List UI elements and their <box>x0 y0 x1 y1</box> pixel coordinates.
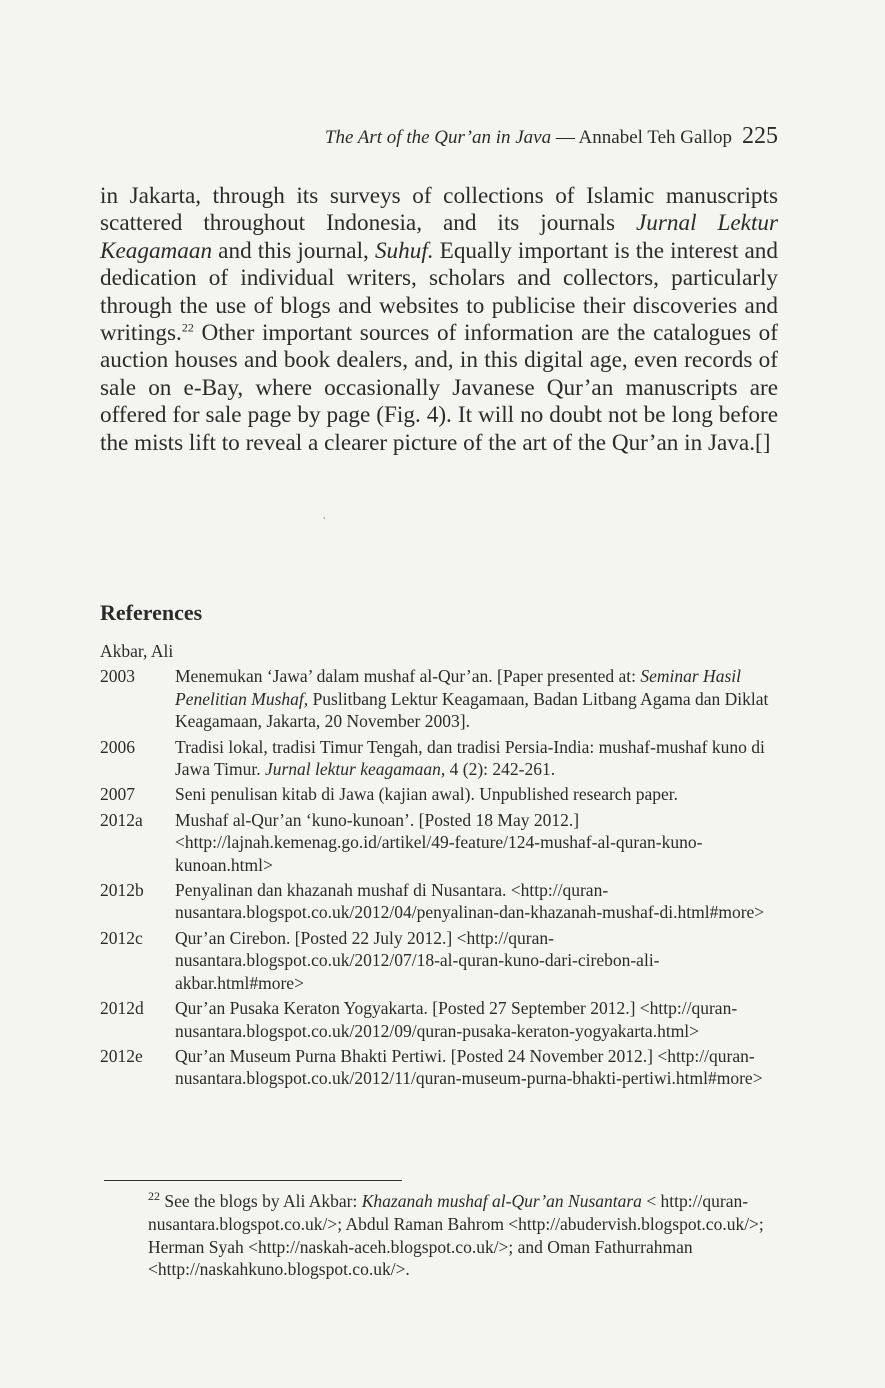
reference-entry <box>100 927 784 994</box>
reference-entry <box>100 736 784 781</box>
reference-text[interactable] <box>175 665 784 732</box>
body-text-3: Equally important is the interest and dedication of individual writers, scholars and collectors, particularly through the use of blogs and websites to publicise their discoveries and writings. <box>100 237 778 347</box>
reference-text[interactable] <box>175 736 784 781</box>
footnote-marker[interactable]: 22 <box>181 320 194 335</box>
reference-year: 2006 <box>100 736 135 757</box>
reference-text[interactable] <box>175 927 784 994</box>
body-paragraph <box>100 183 778 457</box>
body-text-4: Other important sources of information are the catalogues of auction houses and book dealers, and, in this digital age, even records of sale on e-Bay, where occasionally Javanese Qur’an manuscripts are offered for sale page by page (Fig. 4). It will no doubt not be long before the mists lift to reveal a clearer picture of the art of the Qur’an in Java.[] <box>100 320 778 456</box>
reference-entry <box>100 1045 784 1090</box>
reference-text-tail: Puslitbang Lektur Keagamaan, Badan Litbang Agama dan Diklat Keagamaan, Jakarta, 20 November 2003]. <box>175 688 769 732</box>
reference-entry <box>100 783 784 805</box>
reference-text-main: Qur’an Cirebon. [Posted 22 July 2012.] <http://quran-nusantara.blogspot.co.uk/2012/07/18-al-quran-kuno-dari-cirebon-ali-akbar.html#more> <box>175 927 660 993</box>
footnote-number: 22 <box>148 1189 160 1204</box>
reference-text-italic: Jurnal lektur keagamaan, <box>264 759 446 780</box>
reference-entry <box>100 665 784 732</box>
reference-year: 2007 <box>100 784 135 805</box>
reference-text-main: Seni penulisan kitab di Jawa (kajian awal). Unpublished research paper. <box>175 784 678 805</box>
reference-year: 2012e <box>100 1045 143 1066</box>
reference-text[interactable] <box>175 783 784 805</box>
reference-entry <box>100 879 784 924</box>
reference-entry <box>100 809 784 876</box>
header-author: Annabel Teh Gallop <box>578 127 732 148</box>
footnote-rule <box>104 1180 402 1181</box>
reference-text-italic: Seminar Hasil Penelitian Mushaf, <box>175 666 741 709</box>
reference-text[interactable] <box>175 809 784 876</box>
reference-year: 2012b <box>100 880 144 901</box>
header-dash: — <box>551 127 579 148</box>
references-list <box>100 640 784 1090</box>
journal-title-1: Jurnal Lektur Keagamaan <box>100 210 779 264</box>
reference-text-tail: 4 (2): 242-261. <box>445 759 556 780</box>
stray-mark: ˌ <box>322 504 327 519</box>
reference-year: 2012d <box>100 998 144 1019</box>
body-text-1: in Jakarta, through its surveys of collections of Islamic manuscripts scattered throughout Indonesia, and its journals <box>100 183 778 237</box>
reference-year: 2012a <box>100 809 143 830</box>
reference-text[interactable] <box>175 879 784 924</box>
reference-year: 2012c <box>100 927 143 948</box>
reference-entry <box>100 997 784 1042</box>
reference-year: 2003 <box>100 666 135 687</box>
journal-title-2: Suhuf. <box>374 237 434 264</box>
reference-text[interactable] <box>175 997 784 1042</box>
reference-text-main: Penyalinan dan khazanah mushaf di Nusantara. <http://quran-nusantara.blogspot.co.uk/2012/04/penyalinan-dan-khazanah-mushaf-di.html#more> <box>175 880 765 923</box>
page-number: 225 <box>742 123 778 149</box>
running-header <box>0 122 778 152</box>
reference-text-main: Menemukan ‘Jawa’ dalam mushaf al-Qur’an. [Paper presented at: <box>175 666 641 687</box>
body-text-2: and this journal, <box>212 237 375 264</box>
reference-author: Akbar, Ali <box>100 641 174 661</box>
reference-text-main: Qur’an Museum Purna Bhakti Pertiwi. [Posted 24 November 2012.] <http://quran-nusantara.blogspot.co.uk/2012/11/quran-museum-purna-bhakti-pertiwi.html#more> <box>175 1045 763 1089</box>
reference-text-main: Mushaf al-Qur’an ‘kuno-kunoan’. [Posted 18 May 2012.] <http://lajnah.kemenag.go.id/artikel/49-feature/124-mushaf-al-quran-kuno-kunoan.html> <box>175 809 703 875</box>
footnote <box>104 1190 774 1281</box>
references-heading: References <box>100 600 203 625</box>
running-title: The Art of the Qur’an in Java <box>324 127 552 148</box>
footnote-text-1: See the blogs by Ali Akbar: <box>160 1191 362 1211</box>
footnote-text-2: < http://quran-nusantara.blogspot.co.uk/>; Abdul Raman Bahrom <http://abudervish.blogspot.co.uk/>; Herman Syah <http://naskah-aceh.blogspot.co.uk/>; and Oman Fathurrahman <http://naskahkuno.blogspot.co.uk/>. <box>148 1191 764 1280</box>
reference-text-main: Tradisi lokal, tradisi Timur Tengah, dan tradisi Persia-India: mushaf-mushaf kuno di Jawa Timur. <box>175 736 765 780</box>
reference-text[interactable] <box>175 1045 784 1090</box>
reference-text-main: Qur’an Pusaka Keraton Yogyakarta. [Posted 27 September 2012.] <http://quran-nusantara.blogspot.co.uk/2012/09/quran-pusaka-keraton-yogyakarta.html> <box>175 998 738 1041</box>
footnote-blog-title: Khazanah mushaf al-Qur’an Nusantara <box>361 1191 642 1211</box>
